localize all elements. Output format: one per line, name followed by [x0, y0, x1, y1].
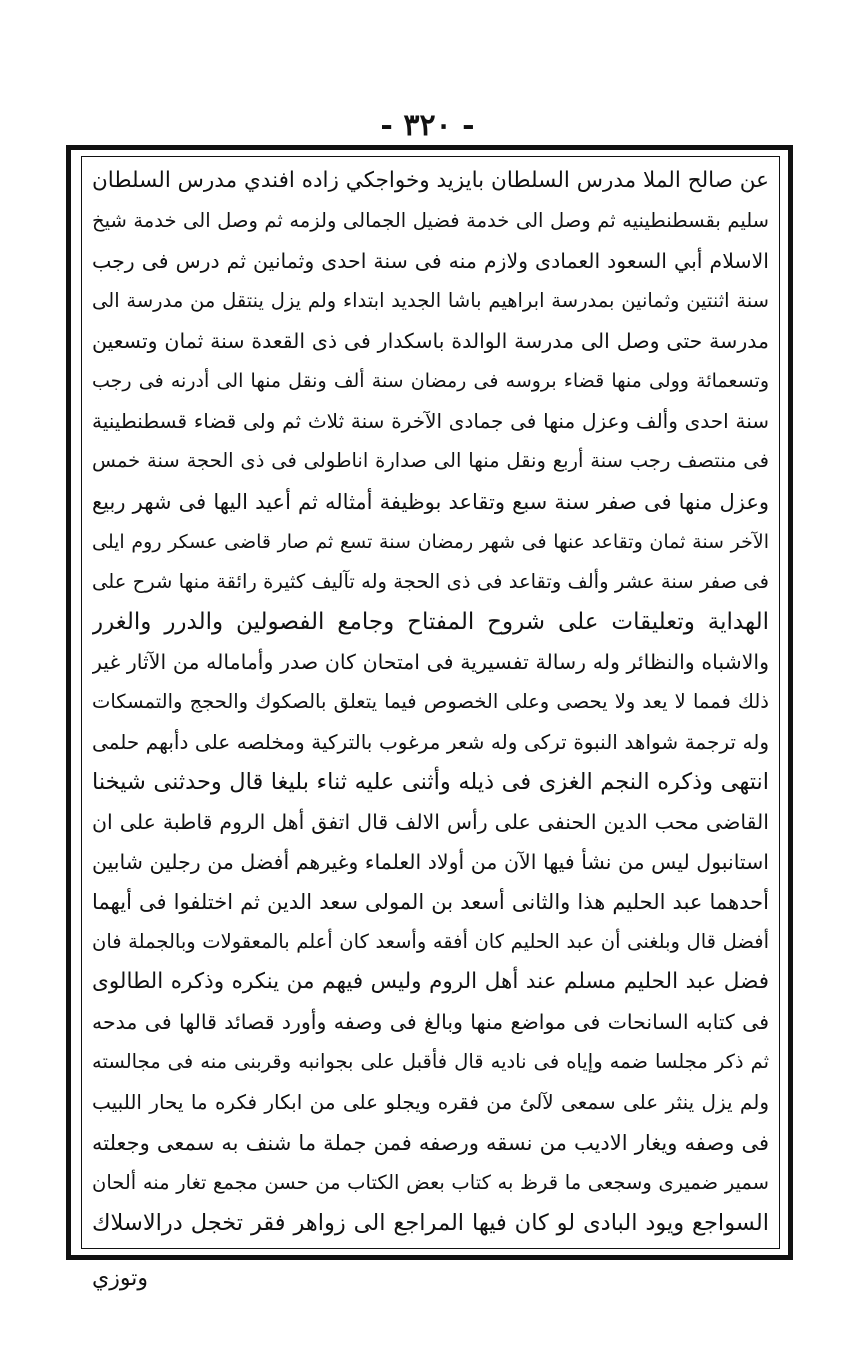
page-number: - ٣٢٠ -	[380, 108, 475, 143]
body-text	[92, 162, 769, 1242]
text-line: ولم يزل ينثر على سمعى لآلئ من فقره ويجلو على من ابكار فكره ما يحار اللبيب	[92, 1090, 769, 1115]
text-line: انتهى وذكره النجم الغزى فى ذيله وأثنى عليه ثناء بليغا قال وحدثنى شيخنا	[92, 768, 769, 795]
text-line: أفضل قال وبلغنى أن عبد الحليم كان أفقه وأسعد كان أعلم بالمعقولات وبالجملة فان	[92, 930, 769, 954]
text-line: عن صالح الملا مدرس السلطان بايزيد وخواجكي زاده افندي مدرس السلطان	[92, 168, 769, 193]
text-line: سمير ضميرى وسجعى ما قرظ به كتاب بعض الكتاب من حسن مجمع تغار منه ألحان	[92, 1170, 769, 1194]
text-line: سليم بقسطنطينيه ثم وصل الى خدمة فضيل الجمالى ولزمه ثم وصل الى خدمة شيخ	[92, 209, 769, 233]
text-line: ثم ذكر مجلسا ضمه وإياه فى ناديه قال فأقبل على بجوانبه وقربنى منه فى مجالسته	[92, 1050, 769, 1074]
text-line: استانبول ليس من نشأ فيها الآن من أولاد العلماء وغيرهم أفضل من رجلين شابين	[92, 850, 769, 875]
text-line: فى كتابه السانحات فى مواضع منها وبالغ فى وصفه وأورد قصائد قالها فى مدحه	[92, 1010, 769, 1035]
text-line: السواجع ويود البادى لو كان فيها المراجع الى زواهر فقر تخجل درالاسلاك	[92, 1209, 769, 1236]
text-line: ذلك فمما لا يعد ولا يحصى وعلى الخصوص فيما يتعلق بالصكوك والحجج والتمسكات	[92, 689, 769, 713]
text-line: فى صفر سنة عشر وألف وتقاعد فى ذى الحجة وله تآليف كثيرة رائقة منها شرح على	[92, 569, 769, 593]
text-line: فى منتصف رجب سنة أربع ونقل منها الى صدارة اناطولى فى ذى الحجة سنة خمس	[92, 449, 769, 473]
text-line: الآخر سنة ثمان وتقاعد عنها فى شهر رمضان سنة تسع ثم صار قاضى عسكر روم ايلى	[92, 530, 769, 553]
text-line: وله ترجمة شواهد النبوة تركى وله شعر مرغوب بالتركية ومخلصه على دأبهم حلمى	[92, 729, 769, 754]
text-line: الاسلام أبي السعود العمادى ولازم منه فى سنة احدى وثمانين ثم درس فى رجب	[92, 249, 769, 274]
text-line: الهداية وتعليقات على شروح المفتاح وجامع الفصولين والدرر والغرر	[92, 608, 769, 635]
text-line: أحدهما عبد الحليم هذا والثانى أسعد بن المولى سعد الدين ثم اختلفوا فى أيهما	[92, 890, 769, 915]
text-line: وعزل منها فى صفر سنة سبع وتقاعد بوظيفة أمثاله ثم أعيد اليها فى شهر ربيع	[92, 489, 769, 514]
text-line: فضل عبد الحليم مسلم عند أهل الروم وليس فيهم من ينكره وذكره الطالوى	[92, 969, 769, 995]
text-line: والاشباه والنظائر وله رسالة تفسيرية فى امتحان كان صدر وأماماله من الآثار غير	[92, 649, 769, 674]
text-line: القاضى محب الدين الحنفى على رأس الالف قال اتفق أهل الروم قاطبة على ان	[92, 810, 769, 834]
text-line: سنة اثنتين وثمانين بمدرسة ابراهيم باشا الجديد ابتداء ولم يزل ينتقل من مدرسة الى	[92, 289, 769, 313]
text-line: وتسعمائة وولى منها قضاء بروسه فى رمضان سنة ألف ونقل منها الى أدرنه فى رجب	[92, 370, 769, 393]
catchword: وتوزي	[92, 1266, 148, 1291]
text-line: فى وصفه ويغار الاديب من نسقه ورصفه فمن جملة ما شنف به سمعى وجعلته	[92, 1130, 769, 1155]
text-line: سنة احدى وألف وعزل منها فى جمادى الآخرة سنة ثلاث ثم ولى قضاء قسطنطينية	[92, 409, 769, 434]
text-line: مدرسة حتى وصل الى مدرسة الوالدة باسكدار فى ذى القعدة سنة ثمان وتسعين	[92, 329, 769, 354]
